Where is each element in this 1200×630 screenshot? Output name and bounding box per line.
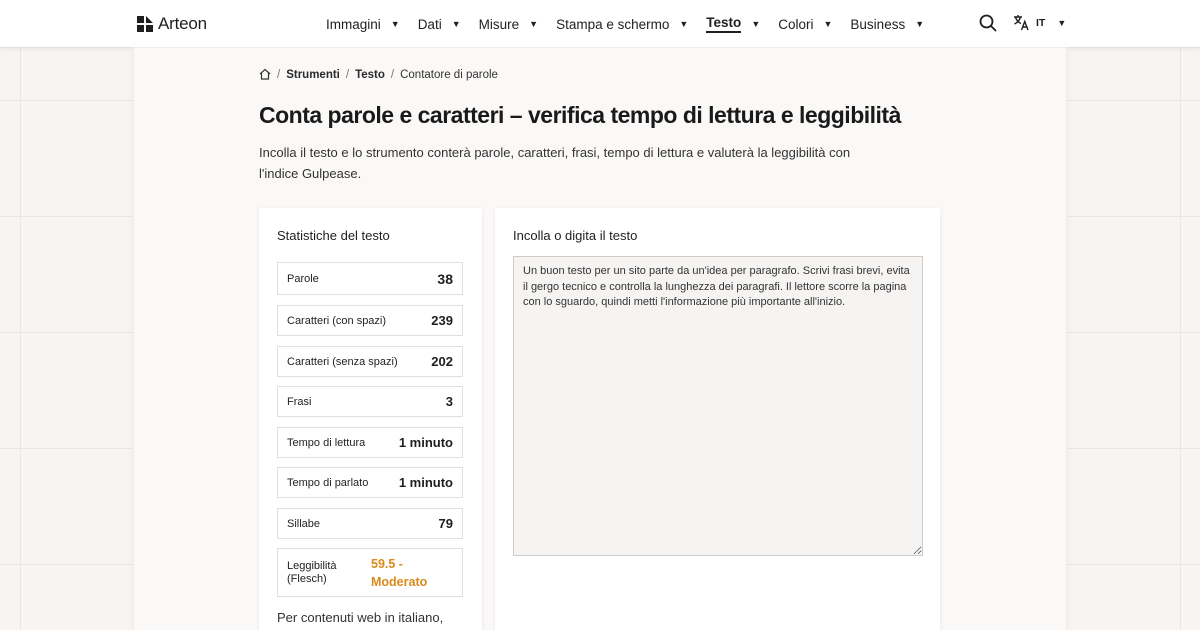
stat-row-tempo-di-parlato xyxy=(277,467,463,498)
caret-down-icon: ▼ xyxy=(451,19,461,29)
stats-panel xyxy=(259,208,482,630)
nav-item-stampa-e-schermo[interactable] xyxy=(556,12,688,36)
readability-value: 59.5 - Moderato xyxy=(371,556,428,589)
nav-label: Immagini xyxy=(326,16,381,32)
main-nav xyxy=(326,0,942,48)
language-selector[interactable] xyxy=(1013,14,1066,31)
language-code: IT xyxy=(1036,16,1046,29)
caret-down-icon: ▼ xyxy=(823,19,833,29)
stat-value: 202 xyxy=(431,354,453,369)
caret-down-icon: ▼ xyxy=(390,19,400,29)
nav-item-testo[interactable] xyxy=(706,12,760,36)
stat-row-tempo-di-lettura xyxy=(277,427,463,458)
stat-row-leggibilita xyxy=(277,548,463,597)
caret-down-icon: ▼ xyxy=(529,19,539,29)
stat-value: 1 minuto xyxy=(398,475,453,490)
search-button[interactable] xyxy=(979,14,999,34)
search-icon xyxy=(979,14,997,32)
stat-label: Leggibilità (Flesch) xyxy=(287,559,337,585)
stat-row-caratteri-senza-spazi xyxy=(277,346,463,377)
stats-note: Per contenuti web in italiano, xyxy=(277,610,444,625)
text-input[interactable] xyxy=(513,256,923,556)
home-icon[interactable] xyxy=(259,68,271,80)
caret-down-icon: ▼ xyxy=(1057,17,1067,28)
stat-value: 239 xyxy=(431,313,453,328)
page-title: Conta parole e caratteri – verifica tempo di lettura e leggibilità xyxy=(259,102,901,128)
breadcrumb-separator: / xyxy=(345,69,350,81)
main-content xyxy=(134,48,1066,630)
stat-value: 3 xyxy=(445,394,453,409)
stat-row-frasi xyxy=(277,386,463,417)
nav-label: Dati xyxy=(417,16,442,32)
breadcrumb-separator: / xyxy=(277,69,281,81)
stat-row-sillabe xyxy=(277,508,463,539)
nav-item-dati[interactable] xyxy=(418,12,461,36)
stat-label: Parole xyxy=(287,272,319,285)
stat-value: 38 xyxy=(437,270,453,287)
nav-item-business[interactable] xyxy=(850,12,924,36)
caret-down-icon: ▼ xyxy=(751,19,761,29)
stat-label: Sillabe xyxy=(287,517,321,530)
breadcrumb-strumenti[interactable]: Strumenti xyxy=(286,69,340,81)
logo[interactable] xyxy=(137,14,207,34)
stats-title: Statistiche del testo xyxy=(277,228,390,243)
caret-down-icon: ▼ xyxy=(679,19,689,29)
breadcrumb xyxy=(259,69,498,81)
stat-value: 1 minuto xyxy=(398,435,453,450)
nav-item-misure[interactable] xyxy=(479,12,538,36)
translate-icon xyxy=(1013,14,1030,31)
stat-label: Caratteri (senza spazi) xyxy=(287,355,398,368)
editor-title: Incolla o digita il testo xyxy=(513,228,638,243)
stat-row-parole xyxy=(277,262,463,295)
nav-label: Misure xyxy=(478,16,520,32)
nav-label: Business xyxy=(850,16,906,32)
nav-label: Testo xyxy=(706,15,741,33)
nav-label: Colori xyxy=(778,16,814,32)
stat-label: Caratteri (con spazi) xyxy=(287,314,387,327)
nav-label: Stampa e schermo xyxy=(556,16,670,32)
breadcrumb-separator: / xyxy=(390,69,395,81)
caret-down-icon: ▼ xyxy=(915,19,925,29)
stat-value: 79 xyxy=(438,516,453,531)
top-header xyxy=(0,0,1200,48)
nav-item-colori[interactable] xyxy=(778,12,832,36)
nav-item-immagini[interactable] xyxy=(326,12,400,36)
page-description: Incolla il testo e lo strumento conterà parole, caratteri, frasi, tempo di lettura e valuterà la leggibilità con l'indice Gulpease. xyxy=(259,145,851,181)
stat-label: Tempo di parlato xyxy=(287,476,369,489)
stat-label: Frasi xyxy=(287,395,312,408)
stat-label: Tempo di lettura xyxy=(287,436,366,449)
editor-panel xyxy=(495,208,940,630)
breadcrumb-current: Contatore di parole xyxy=(400,69,498,81)
arteon-logo-icon xyxy=(137,16,153,32)
breadcrumb-testo[interactable]: Testo xyxy=(355,69,385,81)
stat-row-caratteri-con-spazi xyxy=(277,305,463,336)
logo-text: Arteon xyxy=(158,14,207,33)
